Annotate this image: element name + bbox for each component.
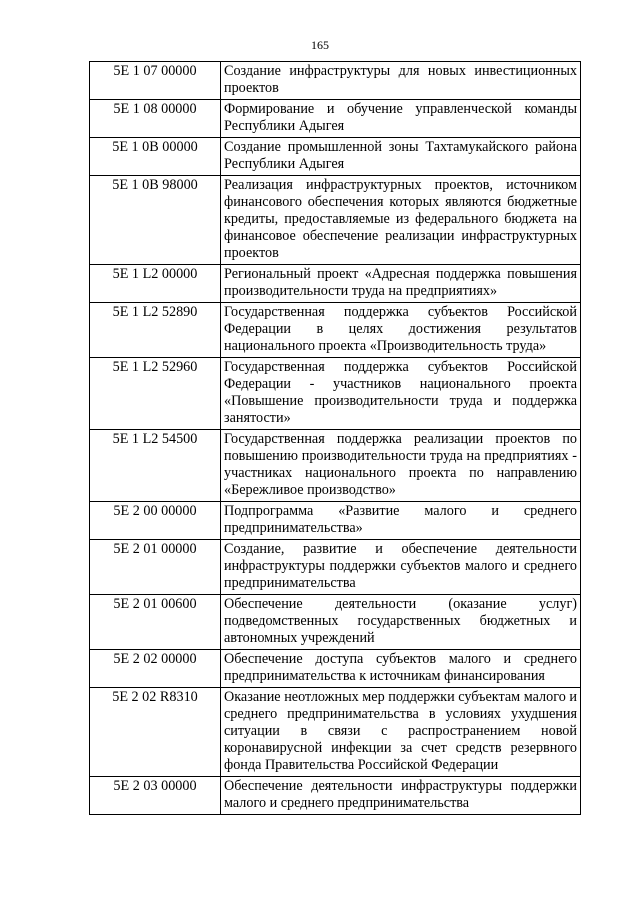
table-row: [90, 303, 581, 358]
code-cell: 5Е 1 L2 54500: [90, 430, 221, 502]
name-cell: Формирование и обучение управленческой команды Республики Адыгея: [221, 100, 581, 138]
name-cell: Государственная поддержка субъектов Российской Федерации в целях достижения результатов национального проекта «Производительность труда»: [221, 303, 581, 358]
code-cell: 5Е 2 03 00000: [90, 777, 221, 815]
table-row: [90, 540, 581, 595]
name-cell: Региональный проект «Адресная поддержка повышения производительности труда на предприятиях»: [221, 265, 581, 303]
table-row: [90, 595, 581, 650]
name-cell: Создание, развитие и обеспечение деятельности инфраструктуры поддержки субъектов малого и среднего предпринимательства: [221, 540, 581, 595]
code-cell: 5Е 1 0В 98000: [90, 176, 221, 265]
table-row: [90, 176, 581, 265]
code-cell: 5Е 2 01 00000: [90, 540, 221, 595]
code-cell: 5Е 1 08 00000: [90, 100, 221, 138]
table-row: [90, 430, 581, 502]
code-cell: 5Е 2 02 R8310: [90, 688, 221, 777]
code-cell: 5Е 1 L2 52890: [90, 303, 221, 358]
code-cell: 5Е 2 00 00000: [90, 502, 221, 540]
budget-classification-table: [89, 61, 581, 815]
name-cell: Реализация инфраструктурных проектов, источником финансового обеспечения которых являются бюджетные кредиты, предоставляемые из федерального бюджета на финансовое обеспечение реализации инфраструктурных проектов: [221, 176, 581, 265]
page-number: 165: [311, 38, 329, 52]
name-cell: Создание промышленной зоны Тахтамукайского района Республики Адыгея: [221, 138, 581, 176]
name-cell: Государственная поддержка реализации проектов по повышению производительности труда на предприятиях - участниках национального проекта по направлению «Бережливое производство»: [221, 430, 581, 502]
table-row: [90, 502, 581, 540]
code-cell: 5Е 1 L2 52960: [90, 358, 221, 430]
table-row: [90, 138, 581, 176]
name-cell: Подпрограмма «Развитие малого и среднего предпринимательства»: [221, 502, 581, 540]
name-cell: Государственная поддержка субъектов Российской Федерации - участников национального проекта «Повышение производительности труда и поддержка занятости»: [221, 358, 581, 430]
code-cell: 5Е 1 0В 00000: [90, 138, 221, 176]
name-cell: Оказание неотложных мер поддержки субъектам малого и среднего предпринимательства в условиях ухудшения ситуации в связи с распространением новой коронавирусной инфекции за счет средств резервного фонда Правительства Российской Федерации: [221, 688, 581, 777]
table-row: [90, 650, 581, 688]
name-cell: Обеспечение деятельности инфраструктуры поддержки малого и среднего предпринимательства: [221, 777, 581, 815]
table-row: [90, 688, 581, 777]
name-cell: Обеспечение деятельности (оказание услуг) подведомственных государственных бюджетных и автономных учреждений: [221, 595, 581, 650]
table-row: [90, 100, 581, 138]
name-cell: Обеспечение доступа субъектов малого и среднего предпринимательства к источникам финансирования: [221, 650, 581, 688]
name-cell: Создание инфраструктуры для новых инвестиционных проектов: [221, 62, 581, 100]
code-cell: 5Е 2 01 00600: [90, 595, 221, 650]
table-row: [90, 358, 581, 430]
table-row: [90, 62, 581, 100]
code-cell: 5Е 1 07 00000: [90, 62, 221, 100]
table-row: [90, 265, 581, 303]
code-cell: 5Е 1 L2 00000: [90, 265, 221, 303]
table-row: [90, 777, 581, 815]
code-cell: 5Е 2 02 00000: [90, 650, 221, 688]
